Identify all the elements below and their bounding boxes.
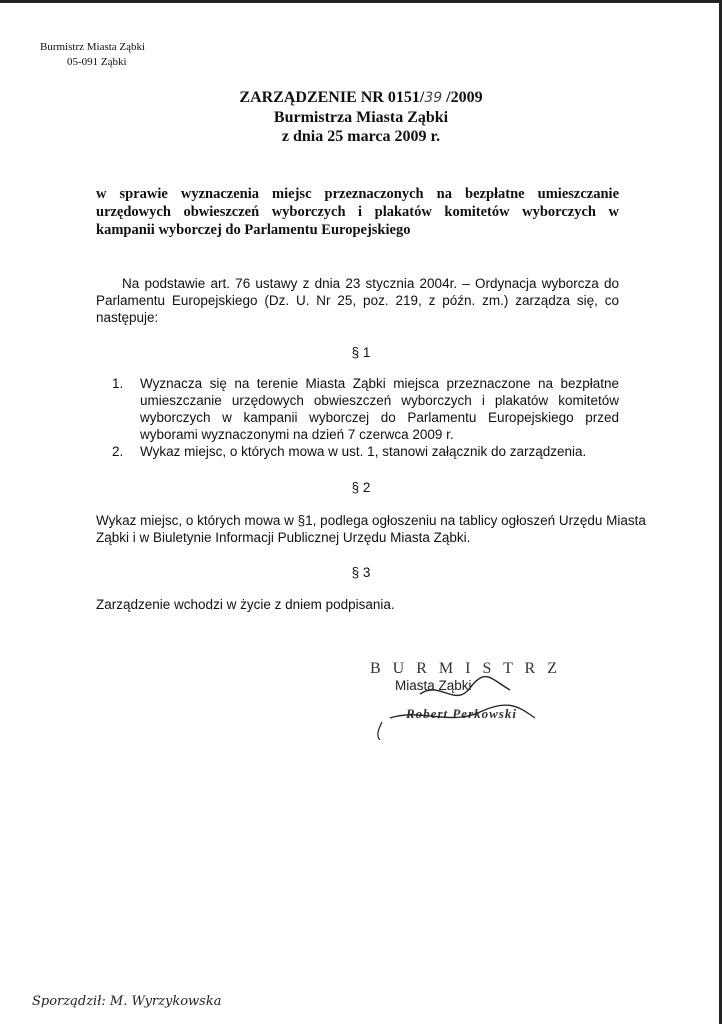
section-2-text: Wykaz miejsc, o których mowa w §1, podlega ogłoszeniu na tablicy ogłoszeń Urzędu Miasta Ząbki i w Biuletynie Informacji Publicznej Urzędu Miasta Ząbki. <box>96 513 646 545</box>
issuer-name: Burmistrz Miasta Ząbki <box>40 41 146 53</box>
list-item <box>112 443 619 460</box>
signature-office: B U R M I S T R Z <box>370 660 561 677</box>
title-line-3: z dnia 25 marca 2009 r. <box>281 128 441 145</box>
title-suffix: /2009 <box>442 89 483 106</box>
title-prefix: ZARZĄDZENIE NR 0151/ <box>239 89 425 106</box>
section-3-mark: § 3 <box>351 565 371 580</box>
section-3-text: Zarządzenie wchodzi w życie z dniem podpisania. <box>96 597 395 612</box>
title-line-2: Burmistrza Miasta Ząbki <box>273 109 449 126</box>
handwritten-number: 39 <box>424 90 443 106</box>
document-title <box>0 88 722 146</box>
handwritten-signature-icon <box>360 660 590 740</box>
prepared-by-note: Sporządził: M. Wyrzykowska <box>32 994 222 1009</box>
list-item-number: 1. <box>112 376 124 391</box>
signature-name: Robert Perkowski <box>406 706 517 721</box>
issuer-stamp <box>40 40 145 70</box>
section-1-list <box>112 375 619 460</box>
document-subject: w sprawie wyznaczenia miejsc przeznaczonych na bezpłatne umieszczanie urzędowych obwieszczeń wyborczych i plakatów komitetów wyborczych w kampanii wyborczej do Parlamentu Europejskiego <box>96 186 619 238</box>
list-item-number: 2. <box>112 444 124 459</box>
section-1-mark: § 1 <box>351 345 371 360</box>
title-line-1 <box>0 88 722 108</box>
issuer-address: 05-091 Ząbki <box>67 56 127 68</box>
list-item-text: Wyznacza się na terenie Miasta Ząbki miejsca przeznaczone na bezpłatne umieszczanie urzędowych obwieszczeń wyborczych i plakatów komitetów wyborczych w kampanii wyborczej do Parlamentu Europejskiego przed wyborami wyznaczonymi na dzień 7 czerwca 2009 r. <box>140 376 619 442</box>
signature-city: Miasta Ząbki <box>395 678 472 693</box>
signature-stamp <box>360 660 590 740</box>
preamble: Na podstawie art. 76 ustawy z dnia 23 stycznia 2004r. – Ordynacja wyborcza do Parlamentu Europejskiego (Dz. U. Nr 25, poz. 219, z późn. zm.) zarządza się, co następuje: <box>96 276 619 325</box>
section-2-mark: § 2 <box>351 480 371 495</box>
scan-edge-top <box>0 0 722 3</box>
list-item-text: Wykaz miejsc, o których mowa w ust. 1, stanowi załącznik do zarządzenia. <box>140 444 587 459</box>
list-item <box>112 375 619 443</box>
